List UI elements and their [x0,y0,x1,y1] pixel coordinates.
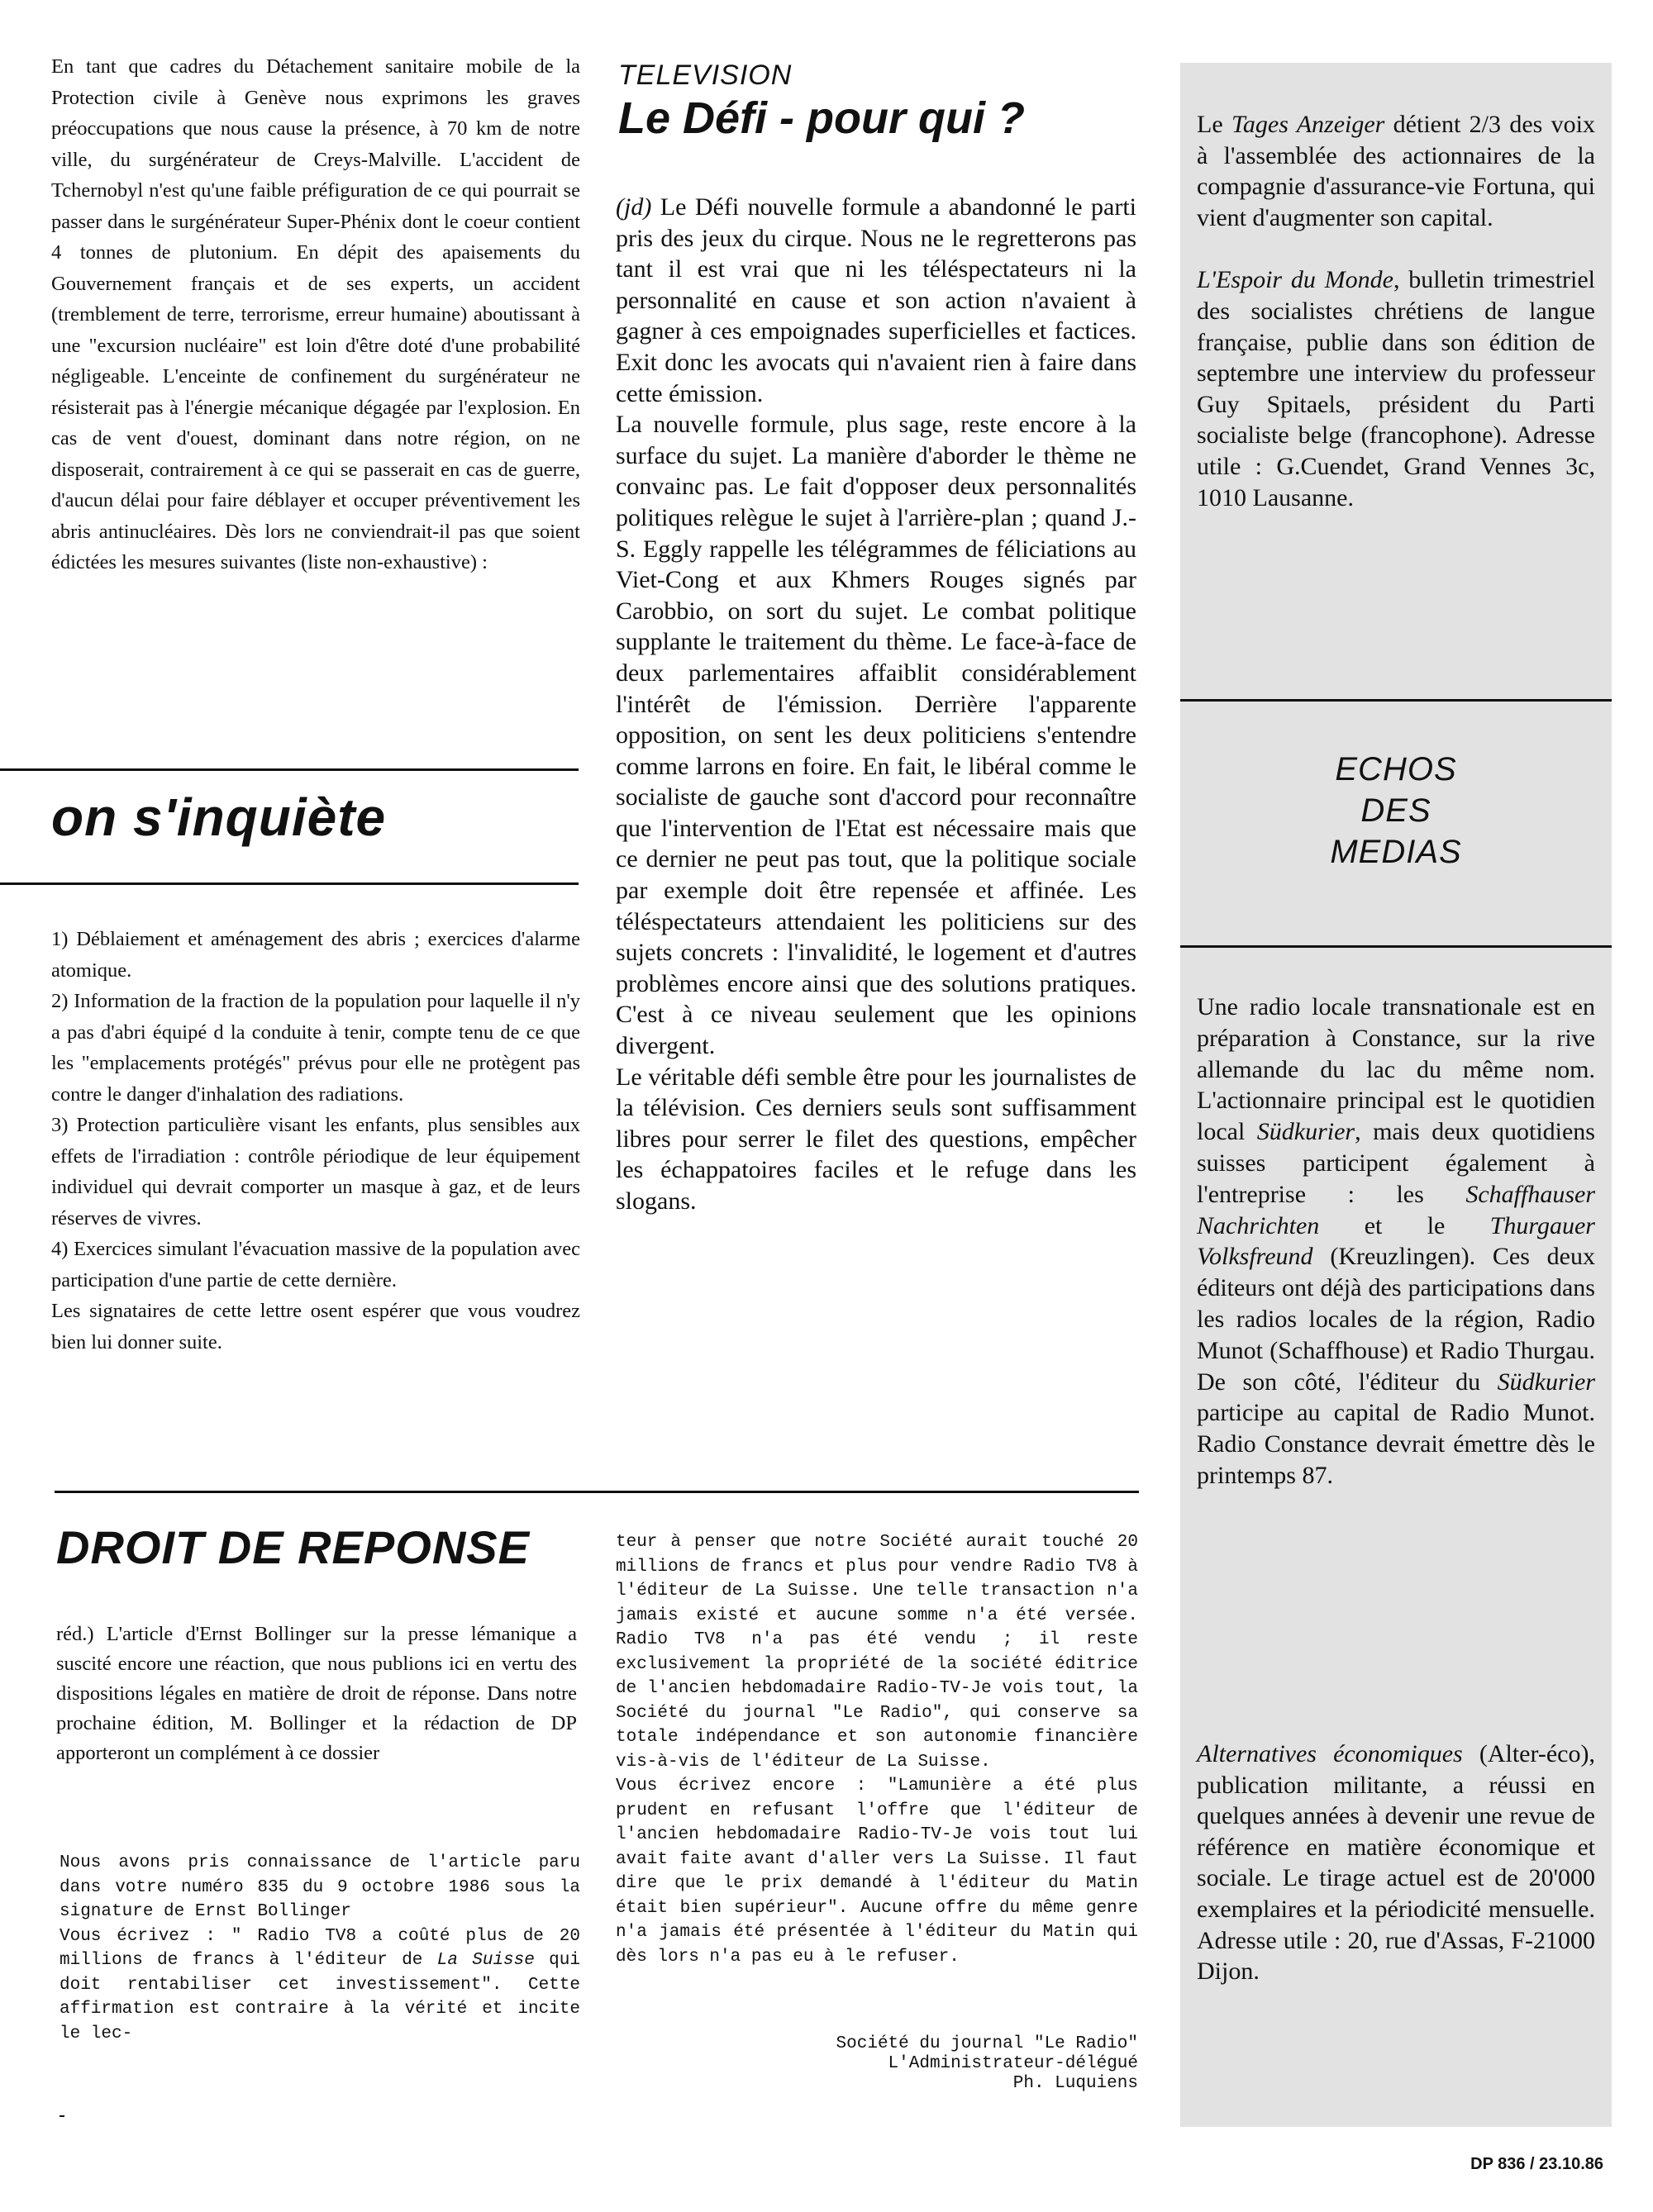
brief: Le Tages Anzeiger détient 2/3 des voix à l'assemblée des actionnaires de la compagnie d'assurance-vie Fortuna, qui vient d'augmenter son capital. [1197,111,1595,231]
paragraph: Vous écrivez : " Radio TV8 a coûté plus de 20 millions de francs à l'éditeur de La Suisse qui doit rentabiliser cet investissement". Cette affirmation est contraire à la vérité et incite le lec- [60,1926,580,2043]
paragraph: Nous avons pris connaissance de l'article paru dans votre numéro 835 du 9 octobre 1986 sous la signature de Ernst Bollinger [60,1853,580,1921]
letter-text [60,1851,580,2046]
letter-paragraph: En tant que cadres du Détachement sanitaire mobile de la Protection civile à Genève nous exprimons les graves préoccupations que nous cause la présence, à 70 km de notre ville, du surgénérateur de Creys-Malville. L'accident de Tchernobyl n'est qu'une faible préfiguration de ce qui pourrait se passer dans le surgénérateur Super-Phénix dont le coeur contient 4 tonnes de plutonium. En dépit des apaisements du Gouvernement français et de ses experts, un accident (tremblement de terre, terrorisme, erreur humaine) aboutissant à une "excursion nucléaire" est loin d'être doté d'une probabilité négligeable. L'enceinte de confinement du surgénérateur ne résisterait pas à l'énergie mécanique dégagée par l'explosion. En cas de vent d'ouest, dominant dans notre région, on ne disposerait, contrairement à ce qui se passerait en cas de guerre, d'aucun délai pour faire déblayer et occuper préventivement les abris antinucléaires. Dès lors ne conviendrait-il pas que soient édictées les mesures suivantes (liste non-exhaustive) : [51,55,580,573]
divider [55,1491,1139,1493]
section-kicker: TELEVISION [618,59,793,91]
divider [1180,945,1612,948]
list-item: 3) Protection particulière visant les enfants, plus sensibles aux effets de l'irradiation : contrôle périodique de leur équipement individuel qui devrait comporter un masque à gaz, et de leurs réserves de vivres. [51,1114,580,1230]
editor-note: réd.) L'article d'Ernst Bollinger sur la presse lémanique a suscité encore une réaction, que nous publions ici en vertu des dispositions légales en matière de droit de réponse. Dans notre prochaine édition, M. Bollinger et la rédaction de DP apporteront un complément à ce dossier [56,1623,577,1764]
paragraph: Le véritable défi semble être pour les journalistes de la télévision. Ces derniers seuls sont suffisamment libres pour serrer le filet des questions, empêcher les échappatoires faciles et le refuge dans les slogans. [616,1063,1136,1215]
article-title: Le Défi - pour qui ? [618,93,1025,143]
news-brief-radio [1197,992,1595,1491]
divider [1180,699,1612,702]
list-item: 2) Information de la fraction de la population pour laquelle il n'y a pas d'abri équipé d la conduite à tenir, compte tenu de ce que les "emplacements protégés" prévus pour elle ne protègent pas contre le danger d'inhalation des radiations. [51,990,580,1106]
brief: L'Espoir du Monde, bulletin trimestriel des socialistes chrétiens de langue française, publie dans son édition de septembre une interview du professeur Guy Spitaels, président du Parti socialiste belge (francophone). Adresse utile : G.Cuendet, Grand Vennes 3c, 1010 Lausanne. [1197,266,1595,511]
paragraph: teur à penser que notre Société aurait touché 20 millions de francs et plus pour vendre Radio TV8 à l'éditeur de La Suisse. Une telle transaction n'a jamais existé et aucune somme n'a été versée. Radio TV8 n'a pas été vendu ; il reste exclusivement la propriété de la société éditrice de l'ancien hebdomadaire Radio-TV-Je vois tout, la Société du journal "Le Radio", qui conserve sa totale indépendance et son autonomie financière vis-à-vis de l'éditeur de La Suisse. [616,1533,1138,1772]
letter-text [616,1530,1138,1969]
divider [60,2115,64,2117]
measures-list [51,924,580,1358]
divider [0,882,579,885]
closing-line: Les signataires de cette lettre osent espérer que vous voudrez bien lui donner suite. [51,1300,580,1353]
divider [0,768,579,771]
issue-footer: DP 836 / 23.10.86 [1470,2155,1603,2173]
paragraph: (jd) Le Défi nouvelle formule a abandonné le parti pris des jeux du cirque. Nous ne le regretterons pas tant il est vrai que ni les téléspectateurs ni la personnalité en cause et son action n'avaient à gagner à ces empoignades superficielles et factices. Exit donc les avocats qui n'avaient rien à faire dans cette émission. [616,193,1136,407]
brief: Alternatives économiques (Alter-éco), publication militante, a réussi en quelques années à devenir une revue de référence en matière économique et sociale. Le tirage actuel est de 20'000 exemplaires et la périodicité mensuelle. Adresse utile : 20, rue d'Assas, F-21000 Dijon. [1197,1740,1595,1986]
news-brief-alter-eco [1197,1739,1595,1987]
signature-line: L'Administrateur-délégué [888,2054,1138,2073]
paragraph: La nouvelle formule, plus sage, reste encore à la surface du sujet. La manière d'aborder le thème ne convainc pas. Le fait d'opposer deux personnalités politiques relègue le sujet à l'arrière-plan ; quand J.-S. Eggly rappelle les télégrammes de féliciations au Viet-Cong et aux Khmers Rouges signés par Carobbio, on sort du sujet. Le combat politique supplante le traitement du thème. Le face-à-face de deux parlementaires affaiblit considérablement l'intérêt de l'émission. Derrière l'apparente opposition, on sent les deux politiciens s'entendre comme larrons en foire. En fait, le libéral comme le socialiste de gauche sont d'accord pour reconnaître que l'intervention de l'Etat est nécessaire mais que ce dernier ne peut pas tout, que la politique sociale par exemple doit être repensée et affinée. Les téléspectateurs attendaient les politiciens sur des sujets concrets : l'invalidité, le logement et d'autres problèmes encore ainsi que des solutions pratiques. C'est à ce niveau seulement que les opinions divergent. [616,411,1136,1060]
paragraph: Vous écrivez encore : "Lamunière a été plus prudent en refusant l'offre que l'éditeur de l'ancien hebdomadaire Radio-TV-Je vois tout lui avait faite avant d'aller vers La Suisse. Il faut dire que le prix demandé à l'éditeur du Matin était bien supérieur". Aucune offre du même genre n'a jamais été présentée à l'éditeur du Matin qui dès lors n'a pas eu à le refuser. [616,1777,1138,1967]
list-item: 1) Déblaiement et aménagement des abris ; exercices d'alarme atomique. [51,928,580,982]
signature-line: Ph. Luquiens [1012,2074,1138,2093]
signature-line: Société du journal "Le Radio" [836,2034,1138,2053]
letter-body [51,51,580,578]
section-title: DROIT DE REPONSE [56,1521,530,1573]
signature-block [616,2034,1138,2094]
news-briefs [1197,109,1595,545]
author-initials: (jd) [616,193,652,221]
list-item: 4) Exercices simulant l'évacuation massive de la population avec participation d'une partie de cette dernière. [51,1238,580,1292]
article-title: on s'inquiète [51,787,387,847]
brief: Une radio locale transnationale est en préparation à Constance, sur la rive allemande du lac du même nom. L'actionnaire principal est le quotidien local Südkurier, mais deux quotidiens suisses participent également à l'entreprise : les Schaffhauser Nachrichten et le Thurgauer Volksfreund (Kreuzlingen). Ces deux éditeurs ont déjà des participations dans les radios locales de la région, Radio Munot (Schaffhouse) et Radio Thurgau. De son côté, l'éditeur du Südkurier participe au capital de Radio Munot. Radio Constance devrait émettre dès le printemps 87. [1197,993,1595,1489]
article-body [616,192,1136,1217]
section-title: ECHOS DES MEDIAS [1330,751,1462,870]
